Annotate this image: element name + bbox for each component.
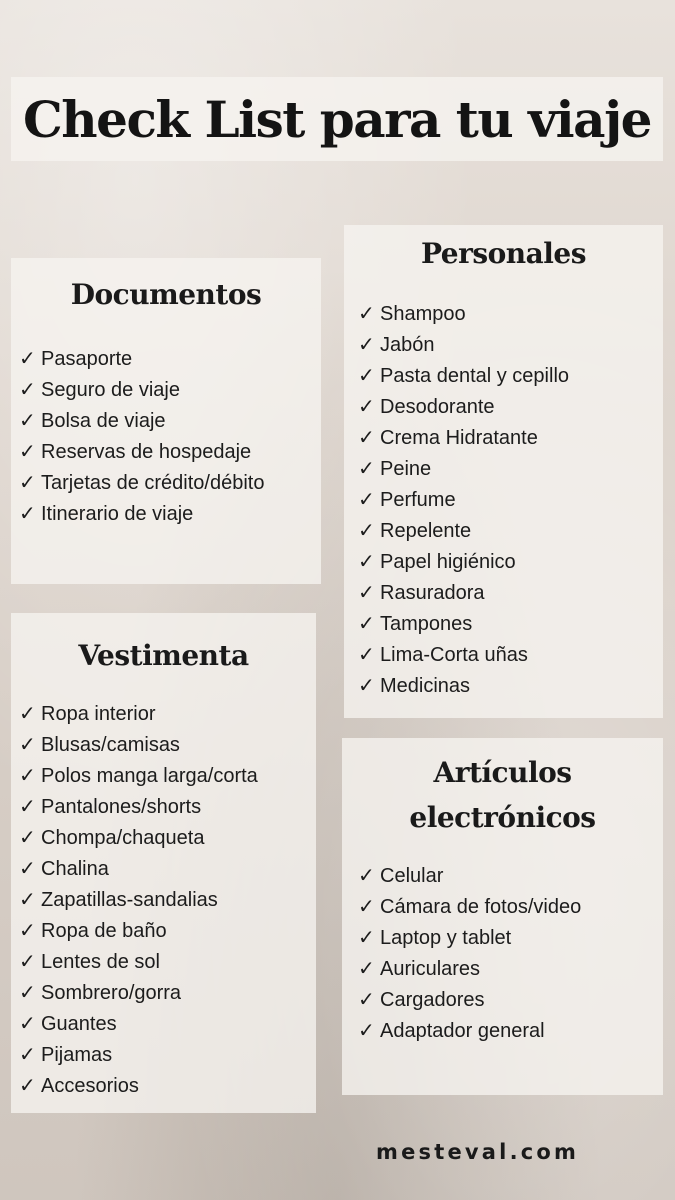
check-mark-icon: ✓ xyxy=(19,856,36,880)
check-mark-icon: ✓ xyxy=(358,894,375,918)
check-mark-icon: ✓ xyxy=(19,763,36,787)
list-item xyxy=(358,860,663,891)
check-mark-icon: ✓ xyxy=(358,363,375,387)
list-item-label: Seguro de viaje xyxy=(41,379,180,401)
list-item-label: Reservas de hospedaje xyxy=(41,441,252,463)
list-item xyxy=(358,453,663,484)
list-item-label: Ropa interior xyxy=(41,703,156,725)
list-item xyxy=(358,891,663,922)
list-item-label: Tampones xyxy=(380,613,473,635)
page-title: Check List para tu viaje xyxy=(23,89,651,149)
list-item-label: Pasaporte xyxy=(41,348,133,370)
check-mark-icon: ✓ xyxy=(358,611,375,635)
list-item-label: Laptop y tablet xyxy=(380,927,512,949)
list-item xyxy=(19,760,316,791)
check-mark-icon: ✓ xyxy=(358,987,375,1011)
electronicos-heading-line1: Artículos xyxy=(433,756,572,789)
documentos-section xyxy=(11,258,321,584)
list-item-label: Shampoo xyxy=(380,303,466,325)
list-item xyxy=(19,1039,316,1070)
list-item xyxy=(19,498,321,529)
list-item xyxy=(358,360,663,391)
list-item-label: Jabón xyxy=(380,334,435,356)
check-mark-icon: ✓ xyxy=(19,701,36,725)
list-item-label: Repelente xyxy=(380,520,472,542)
electronicos-section xyxy=(342,738,663,1095)
list-item xyxy=(358,577,663,608)
list-item xyxy=(358,922,663,953)
check-mark-icon: ✓ xyxy=(358,925,375,949)
list-item-label: Celular xyxy=(380,865,444,887)
list-item-label: Tarjetas de crédito/débito xyxy=(41,472,265,494)
list-item xyxy=(358,546,663,577)
check-mark-icon: ✓ xyxy=(19,1011,36,1035)
check-mark-icon: ✓ xyxy=(358,425,375,449)
list-item xyxy=(19,946,316,977)
list-item-label: Cargadores xyxy=(380,989,485,1011)
check-mark-icon: ✓ xyxy=(19,1073,36,1097)
title-banner xyxy=(11,77,663,161)
check-mark-icon: ✓ xyxy=(19,377,36,401)
list-item xyxy=(358,484,663,515)
documentos-list xyxy=(11,343,321,529)
list-item-label: Itinerario de viaje xyxy=(41,503,194,525)
vestimenta-heading: Vestimenta xyxy=(78,639,249,672)
check-mark-icon: ✓ xyxy=(358,487,375,511)
list-item xyxy=(358,298,663,329)
list-item-label: Cámara de fotos/video xyxy=(380,896,582,918)
check-mark-icon: ✓ xyxy=(19,980,36,1004)
list-item-label: Polos manga larga/corta xyxy=(41,765,258,787)
list-item-label: Pasta dental y cepillo xyxy=(380,365,570,387)
list-item xyxy=(19,977,316,1008)
check-mark-icon: ✓ xyxy=(358,863,375,887)
electronicos-heading-line2: electrónicos xyxy=(409,801,596,834)
personales-section xyxy=(344,225,663,718)
check-mark-icon: ✓ xyxy=(358,642,375,666)
check-mark-icon: ✓ xyxy=(358,394,375,418)
vestimenta-list xyxy=(11,698,316,1101)
check-mark-icon: ✓ xyxy=(358,1018,375,1042)
documentos-heading: Documentos xyxy=(70,278,262,311)
check-mark-icon: ✓ xyxy=(19,949,36,973)
list-item-label: Pijamas xyxy=(41,1044,113,1066)
check-mark-icon: ✓ xyxy=(19,501,36,525)
check-mark-icon: ✓ xyxy=(358,456,375,480)
list-item xyxy=(358,639,663,670)
list-item xyxy=(358,329,663,360)
list-item xyxy=(358,515,663,546)
check-mark-icon: ✓ xyxy=(19,918,36,942)
list-item xyxy=(19,729,316,760)
list-item-label: Crema Hidratante xyxy=(380,427,538,449)
check-mark-icon: ✓ xyxy=(358,301,375,325)
list-item-label: Desodorante xyxy=(380,396,495,418)
list-item xyxy=(19,343,321,374)
list-item-label: Medicinas xyxy=(380,675,471,697)
list-item xyxy=(358,670,663,701)
check-mark-icon: ✓ xyxy=(358,580,375,604)
check-mark-icon: ✓ xyxy=(19,346,36,370)
list-item xyxy=(358,422,663,453)
check-mark-icon: ✓ xyxy=(358,549,375,573)
list-item xyxy=(19,822,316,853)
list-item xyxy=(19,698,316,729)
check-mark-icon: ✓ xyxy=(19,825,36,849)
check-mark-icon: ✓ xyxy=(19,794,36,818)
list-item-label: Lima-Corta uñas xyxy=(380,644,528,666)
list-item xyxy=(358,953,663,984)
electronicos-list xyxy=(342,860,663,1046)
list-item-label: Accesorios xyxy=(41,1075,139,1097)
footer-website: mesteval.com xyxy=(376,1140,580,1164)
list-item-label: Zapatillas-sandalias xyxy=(41,889,218,911)
list-item xyxy=(358,608,663,639)
list-item-label: Lentes de sol xyxy=(41,951,160,973)
list-item xyxy=(19,1008,316,1039)
check-mark-icon: ✓ xyxy=(358,518,375,542)
list-item-label: Pantalones/shorts xyxy=(41,796,202,818)
list-item xyxy=(19,915,316,946)
list-item-label: Rasuradora xyxy=(380,582,485,604)
list-item-label: Papel higiénico xyxy=(380,551,516,573)
list-item xyxy=(19,791,316,822)
list-item xyxy=(19,436,321,467)
check-mark-icon: ✓ xyxy=(358,956,375,980)
list-item xyxy=(19,853,316,884)
check-mark-icon: ✓ xyxy=(358,673,375,697)
check-mark-icon: ✓ xyxy=(19,470,36,494)
check-mark-icon: ✓ xyxy=(19,887,36,911)
list-item xyxy=(19,467,321,498)
electronicos-heading xyxy=(342,738,663,840)
list-item-label: Chompa/chaqueta xyxy=(41,827,205,849)
list-item-label: Blusas/camisas xyxy=(41,734,180,756)
list-item xyxy=(19,1070,316,1101)
personales-list xyxy=(344,298,663,701)
list-item xyxy=(358,391,663,422)
personales-heading: Personales xyxy=(420,237,587,270)
list-item-label: Ropa de baño xyxy=(41,920,167,942)
check-mark-icon: ✓ xyxy=(358,332,375,356)
list-item-label: Adaptador general xyxy=(380,1020,545,1042)
list-item-label: Guantes xyxy=(41,1013,117,1035)
list-item-label: Sombrero/gorra xyxy=(41,982,182,1004)
check-mark-icon: ✓ xyxy=(19,439,36,463)
vestimenta-section xyxy=(11,613,316,1113)
list-item xyxy=(358,984,663,1015)
list-item-label: Bolsa de viaje xyxy=(41,410,166,432)
list-item-label: Auriculares xyxy=(380,958,481,980)
list-item xyxy=(19,405,321,436)
check-mark-icon: ✓ xyxy=(19,408,36,432)
list-item-label: Chalina xyxy=(41,858,109,880)
check-mark-icon: ✓ xyxy=(19,732,36,756)
list-item xyxy=(358,1015,663,1046)
check-mark-icon: ✓ xyxy=(19,1042,36,1066)
list-item xyxy=(19,374,321,405)
list-item-label: Peine xyxy=(380,458,432,480)
list-item-label: Perfume xyxy=(380,489,456,511)
list-item xyxy=(19,884,316,915)
